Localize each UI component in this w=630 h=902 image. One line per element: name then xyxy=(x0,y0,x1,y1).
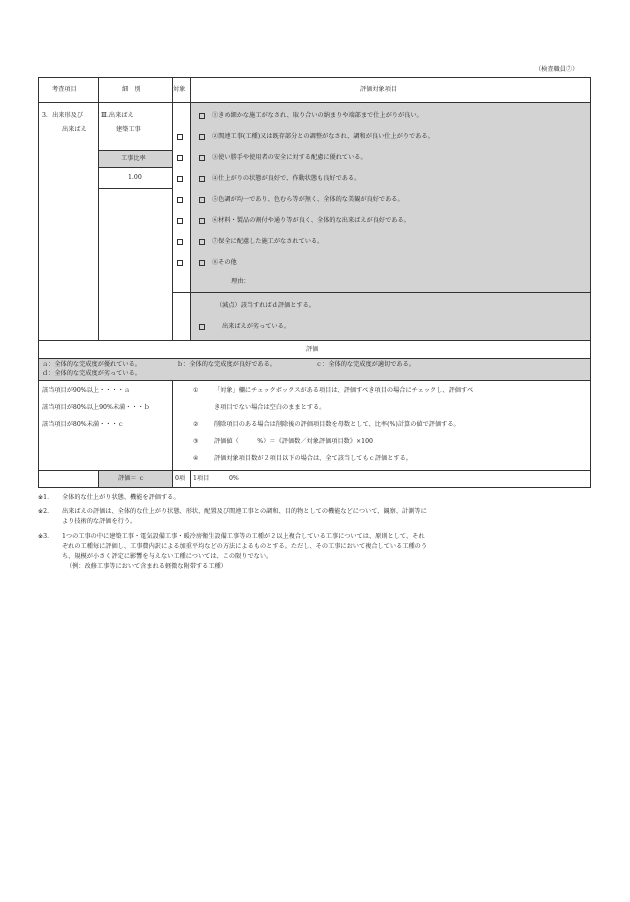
item-8: ⑧その他 xyxy=(212,259,237,266)
header-target: 対象 xyxy=(173,86,186,93)
category-line2: 出来ばえ xyxy=(62,126,87,133)
ratio-value: 1.00 xyxy=(128,174,142,181)
item-checkbox-1[interactable] xyxy=(199,113,205,119)
deduction-title: （減点）該当すればｄ評価とする。 xyxy=(216,302,315,309)
evaluation-header: 評価 xyxy=(306,346,319,353)
note-3-text: 評価値（ %）＝《評価数／対象評価項目数》×100 xyxy=(214,438,373,445)
item-checkbox-7[interactable] xyxy=(199,239,205,245)
item-5: ⑤色調が均一であり、色むら等が無く、全体的な美観が良好である。 xyxy=(212,196,404,203)
footnote-3-num: ※3． xyxy=(38,533,54,540)
note-1-cont: き項目でない場合は空白のままとする。 xyxy=(214,404,326,411)
footnote-3-line3: ち、規模が小さく評定に影響を与えない工種については、この限りでない。 xyxy=(62,553,273,560)
note-4-text: 評価対象項目数が２項目以下の場合は、全て該当してもｃ評価とする。 xyxy=(214,455,412,462)
grade-b: ｂ：全体的な完成度が良好である。 xyxy=(177,361,276,368)
target-checkbox-6[interactable] xyxy=(177,218,183,224)
footnote-2-line2: より技術的な評価を行う。 xyxy=(62,518,137,525)
subcategory-line1: Ⅲ.出来ばえ xyxy=(101,112,134,119)
footnote-1-line1: 全体的な仕上がり状態、機能を評価する。 xyxy=(62,494,180,501)
target-checkbox-8[interactable] xyxy=(177,260,183,266)
note-2-text: 削除項目のある場合は削除後の評価項目数を母数として、比率(%)計算の値で評価する。 xyxy=(214,421,460,428)
grade-c: ｃ：全体的な完成度が適切である。 xyxy=(316,361,415,368)
item-1: ①きめ細かな施工がなされ、取り合いの納まりや端部まで仕上がりが良い。 xyxy=(212,112,423,119)
item-checkbox-2[interactable] xyxy=(199,134,205,140)
item-checkbox-6[interactable] xyxy=(199,218,205,224)
item-7: ⑦保全に配慮した施工がなされている。 xyxy=(212,238,324,245)
result-percent: 0% xyxy=(229,475,239,482)
footnote-2-num: ※2． xyxy=(38,508,54,515)
item-4: ④仕上がりの状態が良好で、作動状態も良好である。 xyxy=(212,175,361,182)
grade-a: ａ：全体的な完成度が優れている。 xyxy=(42,361,141,368)
item-checkbox-8[interactable] xyxy=(199,260,205,266)
result-items: 1項目 xyxy=(193,475,210,482)
criteria-c: 該当項目が80%未満・・・ｃ xyxy=(42,421,124,428)
item-3: ③使い勝手や使用者の安全に対する配慮に優れている。 xyxy=(212,154,367,161)
target-checkbox-7[interactable] xyxy=(177,239,183,245)
header-evaluation-items: 評価対象項目 xyxy=(360,86,398,93)
note-1-num: ① xyxy=(193,387,199,394)
footnote-3-line2: ぞれの工種毎に評価し、工事費内訳による加重平均などの方法によるものとする。ただし、その工事において複合している工種のう xyxy=(62,543,428,550)
item-2: ②関連工事(工種)又は既存部分との調整がなされ、調和が良い仕上がりである。 xyxy=(212,133,434,140)
footnote-2-line1: 出来ばえの評価は、全体的な仕上がり状態、形状、配置及び関連工事との調和、目的物としての機能などについて、観察、計測等に xyxy=(62,508,427,515)
category-line1: 3．出来形及び xyxy=(42,112,84,119)
criteria-a: 該当項目が90%以上・・・・ａ xyxy=(42,387,131,394)
item-checkbox-4[interactable] xyxy=(199,176,205,182)
item-6: ⑥材料・製品の割付や通り等が良く、全体的な出来ばえが良好である。 xyxy=(212,217,410,224)
deduction-item: 出来ばえが劣っている。 xyxy=(222,323,291,330)
subcategory-line2: 建築工事 xyxy=(116,126,141,133)
target-checkbox-3[interactable] xyxy=(177,155,183,161)
criteria-b: 該当項目が80%以上90%未満・・・ｂ xyxy=(42,404,150,411)
footnote-1-num: ※1． xyxy=(38,494,54,501)
result-count: 0項 xyxy=(175,475,186,482)
footnote-3-line4: （例：改修工事等において含まれる軽微な附帯する工種） xyxy=(66,563,227,570)
note-2-num: ② xyxy=(193,421,199,428)
inspector-label: （検査職員⑦） xyxy=(535,66,579,73)
deduction-checkbox[interactable] xyxy=(199,324,205,330)
footnote-3-line1: 1つの工事の中に建築工事・電気設備工事・暖冷房衛生設備工事等の工種が２以上複合している工事については、原則として、それ xyxy=(62,533,425,540)
ratio-label: 工事比率 xyxy=(121,155,146,162)
reason-label: 理由： xyxy=(231,278,250,285)
note-4-num: ④ xyxy=(193,455,199,462)
target-checkbox-2[interactable] xyxy=(177,134,183,140)
item-checkbox-3[interactable] xyxy=(199,155,205,161)
note-3-num: ③ xyxy=(193,438,199,445)
target-checkbox-4[interactable] xyxy=(177,176,183,182)
grade-d: ｄ：全体的な完成度が劣っている。 xyxy=(42,370,141,377)
header-category: 考査項目 xyxy=(52,86,77,93)
header-subcategory: 細 別 xyxy=(122,86,141,93)
note-1-text: 「対象」欄にチェックボックスがある項目は、評価すべき項目の場合にチェックし、評価すべ xyxy=(214,387,474,394)
target-checkbox-5[interactable] xyxy=(177,197,183,203)
result-label: 評価＝ ｃ xyxy=(118,475,145,482)
item-checkbox-5[interactable] xyxy=(199,197,205,203)
